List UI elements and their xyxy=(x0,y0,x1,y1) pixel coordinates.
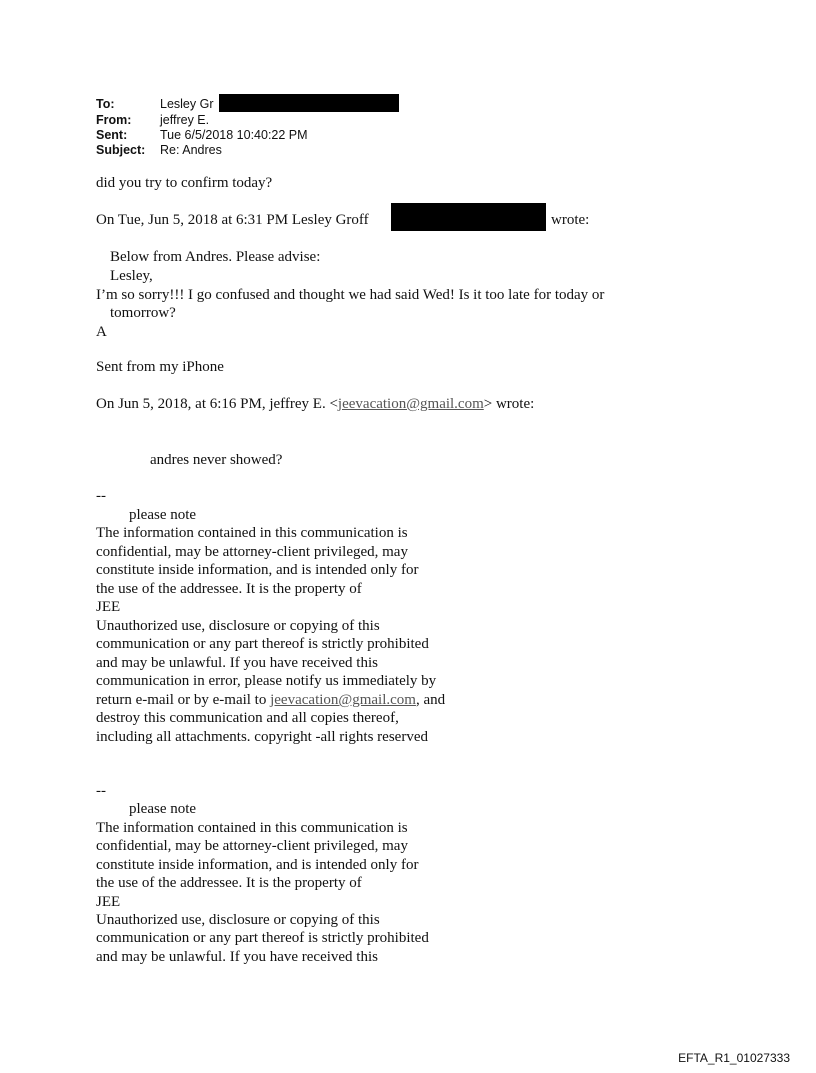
please-note: please note xyxy=(129,801,197,817)
disclaimer-line: the use of the addressee. It is the property of xyxy=(96,875,362,891)
disclaimer-line: The information contained in this communication is xyxy=(96,525,408,541)
from-value: jeffrey E. xyxy=(160,113,210,127)
header-sent xyxy=(96,127,308,143)
disclaimer-line: The information contained in this communication is xyxy=(96,820,408,836)
disclaimer-line xyxy=(96,691,445,709)
sent-value: Tue 6/5/2018 10:40:22 PM xyxy=(160,128,308,142)
quote2-suffix: > wrote: xyxy=(483,396,535,412)
disclaimer-line: confidential, may be attorney-client privileged, may xyxy=(96,544,408,560)
disclaimer-line: confidential, may be attorney-client privileged, may xyxy=(96,838,408,854)
email-link[interactable]: jeevacation@gmail.com xyxy=(270,692,416,708)
disclaimer-line: destroy this communication and all copies thereof, xyxy=(96,710,399,726)
quote2-line xyxy=(96,395,534,413)
fwd-line: Below from Andres. Please advise: xyxy=(110,249,321,265)
header-subject xyxy=(96,142,222,158)
redaction-bar xyxy=(391,203,546,231)
disclaimer-line: communication or any part thereof is strictly prohibited xyxy=(96,636,429,652)
to-label: To: xyxy=(96,97,115,111)
document-id: EFTA_R1_01027333 xyxy=(678,1051,790,1065)
please-note: please note xyxy=(129,507,197,523)
quote1-suffix: wrote: xyxy=(551,212,590,228)
fwd-line: tomorrow? xyxy=(110,305,176,321)
header-from xyxy=(96,112,209,128)
from-label: From: xyxy=(96,113,132,127)
disclaimer-line: constitute inside information, and is intended only for xyxy=(96,857,419,873)
fwd-line: Lesley, xyxy=(110,268,153,284)
subject-label: Subject: xyxy=(96,143,146,157)
reply-text: did you try to confirm today? xyxy=(96,175,273,191)
disclaimer-line: Unauthorized use, disclosure or copying of this xyxy=(96,912,380,928)
return-prefix: return e-mail or by e-mail to xyxy=(96,692,271,708)
subject-value: Re: Andres xyxy=(160,143,222,157)
sent-label: Sent: xyxy=(96,128,128,142)
email-link[interactable]: jeevacation@gmail.com xyxy=(337,396,484,412)
disclaimer-line: and may be unlawful. If you have received this xyxy=(96,655,378,671)
disclaimer-line: JEE xyxy=(96,894,121,910)
signature-dashes: -- xyxy=(96,488,106,504)
disclaimer-line: and may be unlawful. If you have received this xyxy=(96,949,378,965)
fwd-line: I’m so sorry!!! I go confused and thought we had said Wed! Is it too late for today or xyxy=(96,287,605,303)
disclaimer-line: Unauthorized use, disclosure or copying of this xyxy=(96,618,380,634)
header-to xyxy=(96,96,214,112)
disclaimer-line: the use of the addressee. It is the property of xyxy=(96,581,362,597)
andres-line: andres never showed? xyxy=(150,452,283,468)
to-value: Lesley Gr xyxy=(160,97,214,111)
disclaimer-line: JEE xyxy=(96,599,121,615)
fwd-line: A xyxy=(96,324,107,340)
sent-from-line: Sent from my iPhone xyxy=(96,359,224,375)
quote1-prefix: On Tue, Jun 5, 2018 at 6:31 PM Lesley Groff xyxy=(96,212,369,228)
return-suffix: , and xyxy=(415,692,446,708)
quote2-prefix: On Jun 5, 2018, at 6:16 PM, jeffrey E. < xyxy=(96,396,338,412)
signature-dashes: -- xyxy=(96,783,106,799)
disclaimer-line: constitute inside information, and is intended only for xyxy=(96,562,419,578)
disclaimer-line: communication or any part thereof is strictly prohibited xyxy=(96,930,429,946)
disclaimer-line: communication in error, please notify us immediately by xyxy=(96,673,437,689)
redaction-bar xyxy=(219,94,399,112)
disclaimer-line: including all attachments. copyright -all rights reserved xyxy=(96,729,428,745)
